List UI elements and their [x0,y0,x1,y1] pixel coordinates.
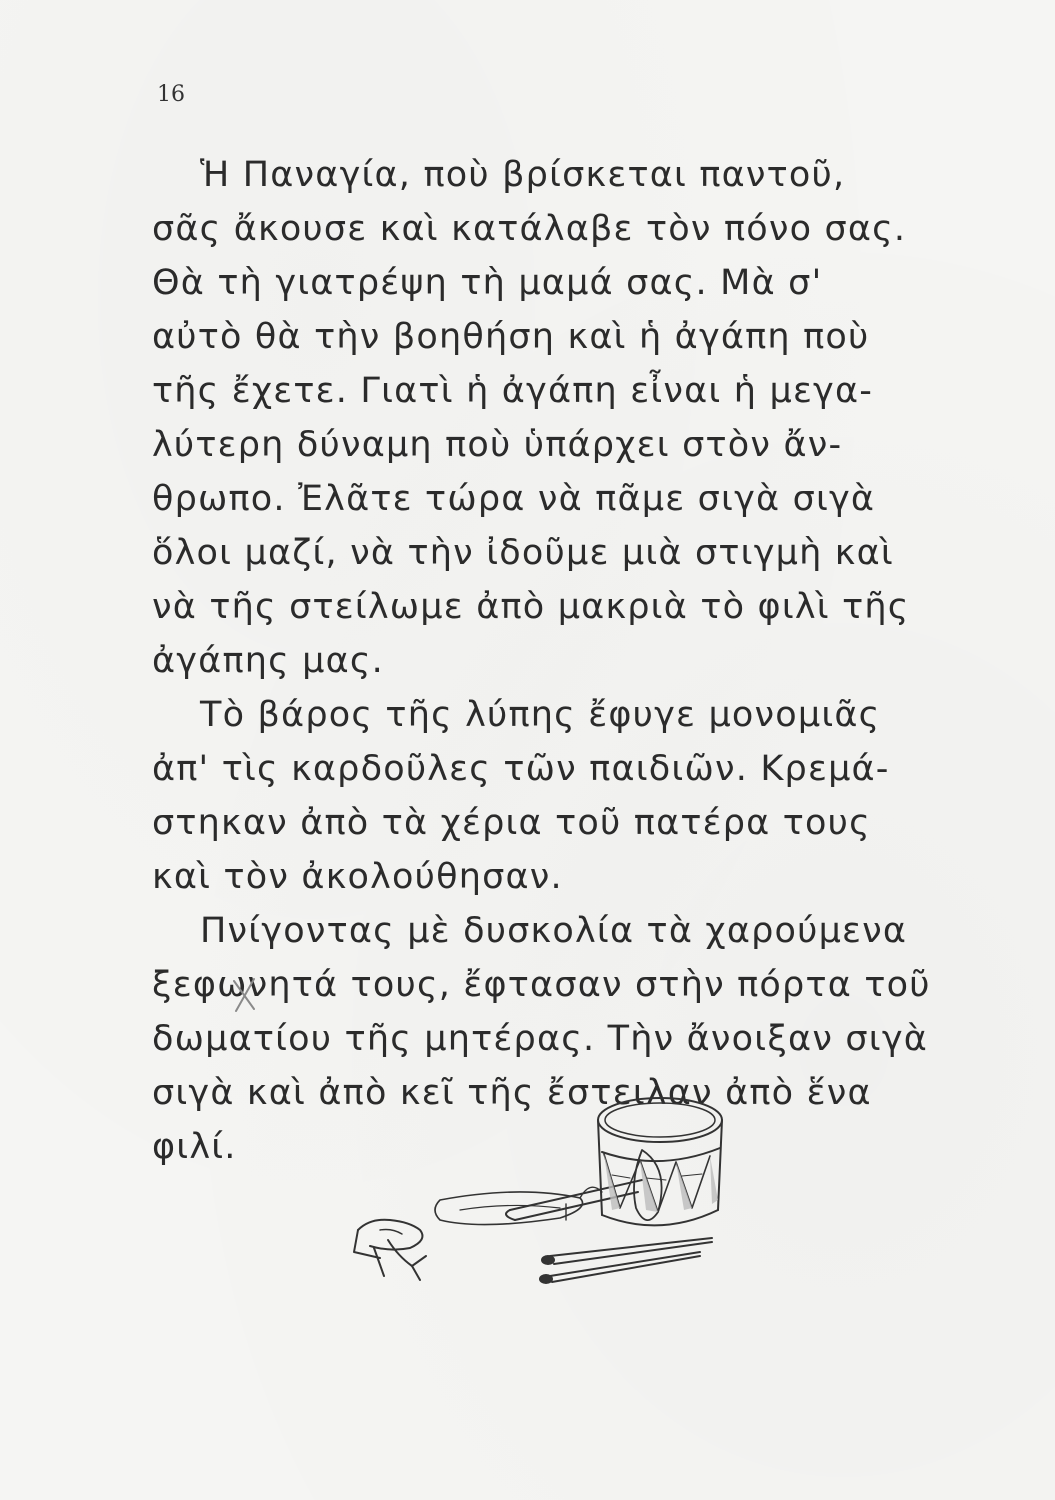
text-line: αὐτὸ θὰ τὴν βοηθήση καὶ ἡ ἀγάπη ποὺ [152,317,870,357]
text-line: θρωπο. Ἐλᾶτε τώρα νὰ πᾶμε σιγὰ σιγὰ [152,479,876,519]
text-line: Πνίγοντας μὲ δυσκολία τὰ χαρούμενα [200,911,908,951]
text-line: ἀπ' τὶς καρδοῦλες τῶν παιδιῶν. Κρεμά- [152,749,890,789]
text-line: σιγὰ καὶ ἀπὸ κεῖ τῆς ἔστειλαν ἀπὸ ἕνα [152,1073,872,1113]
body-text [152,148,972,1174]
text-line: τῆς ἔχετε. Γιατὶ ἡ ἀγάπη εἶναι ἡ μεγα- [152,371,874,411]
text-line: καὶ τὸν ἀκολούθησαν. [152,857,563,897]
text-line: στηκαν ἀπὸ τὰ χέρια τοῦ πατέρα τους [152,803,871,843]
text-line: Θὰ τὴ γιατρέψη τὴ μαμά σας. Μὰ σ' [152,263,823,303]
text-line: δωματίου τῆς μητέρας. Τὴν ἄνοιξαν σιγὰ [152,1019,929,1059]
text-line: νὰ τῆς στείλωμε ἀπὸ μακριὰ τὸ φιλὶ τῆς [152,587,910,627]
text-line: ἀγάπης μας. [152,641,384,681]
pencil-mark-icon [228,975,262,1015]
text-line: λύτερη δύναμη ποὺ ὑπάρχει στὸν ἄν- [152,425,843,465]
text-line: ὅλοι μαζί, νὰ τὴν ἰδοῦμε μιὰ στιγμὴ καὶ [152,533,894,573]
text-line: Ἡ Παναγία, ποὺ βρίσκεται παντοῦ, [200,155,846,195]
text-line: ξεφωνητά τους, ἔφτασαν στὴν πόρτα τοῦ [152,965,931,1005]
text-line: Τὸ βάρος τῆς λύπης ἔφυγε μονομιᾶς [200,695,881,735]
toys-illustration [340,1080,760,1295]
text-line: σᾶς ἄκουσε καὶ κατάλαβε τὸν πόνο σας. [152,209,907,249]
page-number: 16 [157,82,185,107]
text-line: φιλί. [152,1127,237,1167]
